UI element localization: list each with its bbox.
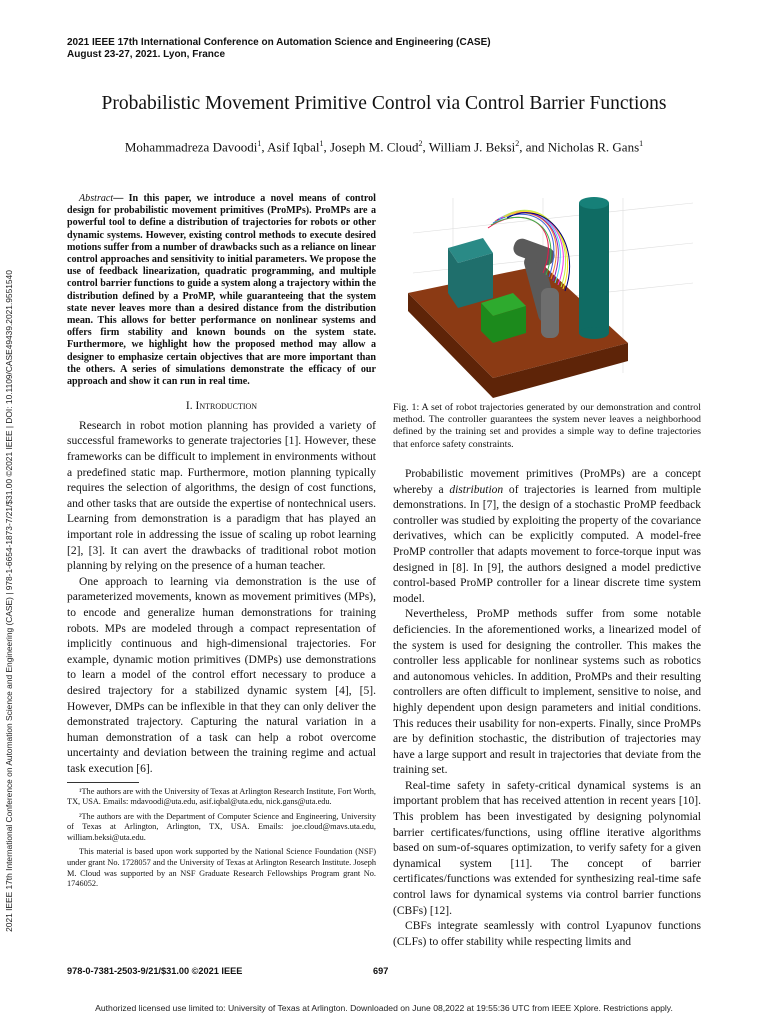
cylinder-bottom	[579, 327, 609, 339]
left-column	[67, 193, 376, 890]
affiliation-mark: 1	[639, 139, 644, 148]
right-paragraph-3: Real-time safety in safety-critical dynamical systems is an important problem that has received attention in recent years [10]. This problem has been investigated by designing polynomial barrier certificates/functions, using offline iterative algorithms based on sum-of-squares optimization, to verify safety for a given dynamical system [11]. The concept of barrier certificates/functions was extended for synthesizing real-time safe control laws for dynamical systems via control barrier functions (CBFs) [12].	[393, 779, 701, 917]
author: Mohammadreza Davoodi	[124, 139, 258, 155]
author: Asif Iqbal	[267, 139, 320, 155]
author: Joseph M. Cloud	[330, 139, 419, 155]
right-paragraph-1	[393, 467, 701, 607]
footnote-rule	[67, 782, 139, 783]
emphasis: distribution	[449, 483, 504, 496]
license-notice: Authorized licensed use limited to: University of Texas at Arlington. Downloaded on June 08,2022 at 19:55:36 UTC from IEEE Xplore. Restrictions apply.	[95, 1003, 673, 1013]
robot-scene-illustration	[393, 193, 701, 398]
footnote-1: ¹The authors are with the University of Texas at Arlington Research Institute, Fort Worth, TX, USA. Emails: mdavoodi@uta.edu, asif.iqbal@uta.edu, nick.gans@uta.edu.	[67, 786, 376, 807]
intro-paragraph-2: One approach to learning via demonstration is the use of parameterized movements, known as movement primitives (MPs), to encode and generalize human demonstrations for training robots. MPs are modeled through a compact representation of implicitly continuous and high-dimensional trajectories. For example, dynamic motion primitives (DMPs) use demonstrations to learn a model of the control effort necessary to produce a desired trajectory for a stabilized dynamic system [4], [5]. However, DMPs can be inflexible in that they can only deliver the demonstrated trajectory. Capturing the natural variation in a human demonstration of a task can help a robot overcome uncertainty and deviation between the training regime and actual task execution [6].	[67, 575, 376, 775]
conference-line-1: 2021 IEEE 17th International Conference on Automation Science and Engineering (CASE)	[67, 37, 491, 48]
right-column	[393, 467, 701, 950]
affiliation-mark: 1	[257, 139, 262, 148]
doi-sidebar: 2021 IEEE 17th International Conference on Automation Science and Engineering (CASE) | 978-1-6654-1873-7/21/$31.00 ©2021 IEEE | DOI: 10.1109/CASE49439.2021.9551540	[4, 270, 14, 932]
conference-header	[67, 37, 627, 61]
affiliation-mark: 1	[319, 139, 324, 148]
cylinder-top	[579, 197, 609, 209]
affiliation-mark: 2	[418, 139, 423, 148]
affiliation-mark: 2	[515, 139, 520, 148]
right-paragraph-4: CBFs integrate seamlessly with control Lyapunov functions (CLFs) to offer stability while respecting limits and	[393, 920, 701, 948]
isbn-line: 978-0-7381-2503-9/21/$31.00 ©2021 IEEE	[67, 966, 243, 976]
section-heading: I. Introduction	[185, 400, 258, 413]
paper-title: Probabilistic Movement Primitive Control via Control Barrier Functions	[101, 93, 667, 114]
conference-line-2: August 23-27, 2021. Lyon, France	[67, 49, 226, 60]
right-paragraph-2: Nevertheless, ProMP methods suffer from some notable deficiencies. In the aforementioned works, a linearized model of the system is used for designing the controller. This makes the controller less applicable for nonlinear systems such as robotics and autonomous vehicles. In addition, ProMPs and their resulting controllers are often difficult to implement, sensitive to noise, and highly dependent upon design parameters and initial conditions. This reduces their usability for non-experts. Finally, since ProMPs are by definition stochastic, the distribution of trajectories may have a large support and result in trajectories that deviate from the training set.	[393, 608, 701, 777]
figure-1	[393, 193, 701, 398]
author-list: Mohammadreza Davoodi$^1$, Asif Iqbal$^1$, Joseph M. Cloud$^2$, William J. Beksi$^2$, and Nicholas R. Gans$^1$	[124, 139, 644, 155]
abstract	[67, 193, 376, 388]
text-run: of trajectories is learned from multiple demonstrations. In [7], the design of a stochastic ProMP feedback controller was studied by exploiting the property of the covariance derivatives, which can be explicitly computed. A model-free ProMP controller that adapts movement to force-torque input was designed in [8]. In [9], the authors designed a model predictive control-based ProMP controller for a linear discrete time system model.	[393, 483, 702, 605]
footnote-2: ²The authors are with the Department of Computer Science and Engineering, University of Texas at Arlington, Arlington, TX, USA. Emails: joe.cloud@mavs.uta.edu, william.beksi@uta.edu.	[67, 811, 376, 842]
author: Nicholas R. Gans	[547, 139, 640, 155]
abstract-label: Abstract	[79, 193, 114, 204]
text-run: Probabilistic movement primitives (ProMPs) are a concept whereby a	[393, 468, 701, 496]
intro-paragraph-1: Research in robot motion planning has provided a variety of successful frameworks to generate trajectories [1]. However, these frameworks can be difficult to implement in environments without a predefined static map. Furthermore, motion planning typically requires the selection of algorithms, the design of cost functions, and other tasks that are outside the expertise of nontechnical users. Learning from demonstration is a paradigm that has played an important role in addressing the issue of scaling up robot learning [2], [3]. It can avert the drawbacks of traditional robot motion planning by relying on the presence of a human teacher.	[67, 419, 376, 573]
cylinder-body	[579, 203, 609, 333]
footnote-3: This material is based upon work supported by the National Science Foundation (NSF) under grant No. 1728057 and the University of Texas at Arlington Research Institute. Joseph M. Cloud was supported by an NSF Graduate Research Fellowships Program grant No. 1746052.	[67, 847, 376, 889]
figure-caption: Fig. 1: A set of robot trajectories generated by our demonstration and control method. The controller guarantees the system never leaves a neighborhood defined by the training set and provides a simple way to define trajectories that enforce safety constraints.	[393, 402, 701, 450]
author: William J. Beksi	[428, 139, 516, 155]
abstract-text: — In this paper, we introduce a novel means of control design for probabilistic movement primitives (ProMPs). ProMPs are a powerful tool to define a distribution of trajectories for robots or other dynamic systems. However, existing control methods to execute desired motions suffer from a number of drawbacks such as a reliance on linear control approaches and sensitivity to initial parameters. We propose the use of feedback linearization, quadratic programming, and multiple control barrier functions to guide a system along a trajectory within the distribution defined by a ProMP, while guaranteeing that the system state never leaves more than a desired distance from the distribution mean. This allows for better performance on nonlinear systems and offers firm stability and known bounds on the system state. Furthermore, we highlight how the proposed method may allow a designer to emphasize certain objectives that are more important than the others. A series of simulations demonstrate the efficacy of our approach and show it can run in real time.	[67, 193, 376, 388]
page-number: 697	[373, 966, 389, 976]
